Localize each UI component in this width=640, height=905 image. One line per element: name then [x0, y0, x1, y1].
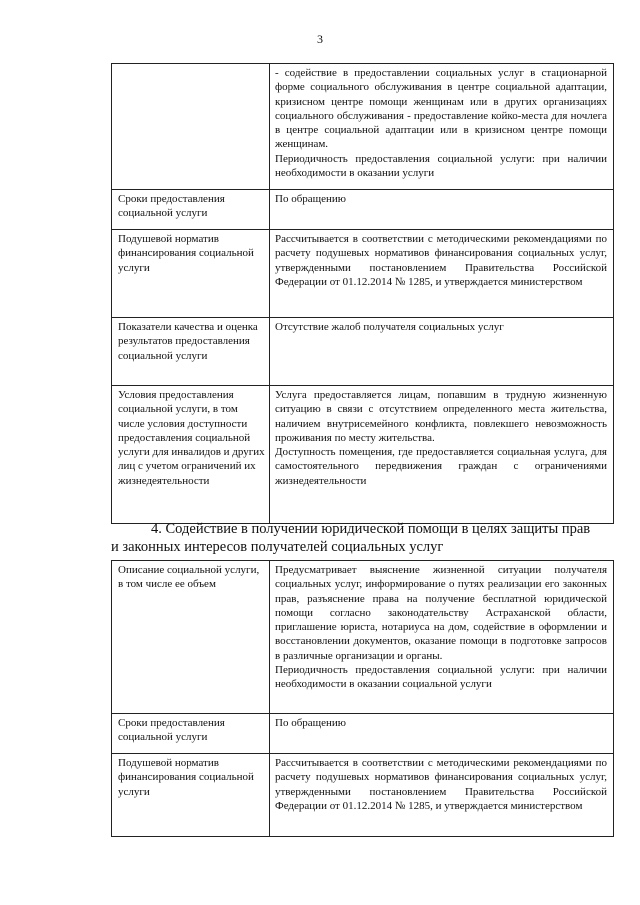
row-label: Условия предоставления социальной услуги, в том числе условия доступности предоставления социальной услуги для инвалидов и других лиц с учетом ограничений их жизнедеятельности	[112, 386, 270, 524]
row-label	[112, 64, 270, 190]
row-content	[270, 318, 614, 386]
row-content	[270, 230, 614, 318]
table-row	[112, 190, 614, 230]
table-row	[112, 754, 614, 837]
row-content	[270, 754, 614, 837]
section-heading-line: 4. Содействие в получении юридической помощи в целях защиты прав	[151, 521, 591, 537]
row-content	[270, 64, 614, 190]
paragraph: Отсутствие жалоб получателя социальных услуг	[275, 321, 504, 333]
row-label: Сроки предоставления социальной услуги	[112, 190, 270, 230]
paragraph: По обращению	[275, 717, 347, 729]
row-content	[270, 386, 614, 524]
paragraph: Периодичность предоставления социальной услуги: при наличии необходимости в оказании услуги	[275, 152, 607, 180]
row-content	[270, 561, 614, 714]
paragraph: Рассчитывается в соответствии с методическими рекомендациями по расчету подушевых нормативов финансирования социальных услуг, утвержденными постановлением Правительства Российской Федерации от 01.12.2014 № 1285, и утверждается министерством	[275, 233, 607, 288]
row-label: Подушевой норматив финансирования социальной услуги	[112, 754, 270, 837]
row-content	[270, 714, 614, 754]
row-label: Сроки предоставления социальной услуги	[112, 714, 270, 754]
row-label: Описание социальной услуги, в том числе ее объем	[112, 561, 270, 714]
paragraph: Периодичность предоставления социальной услуги: при наличии необходимости в оказании социальной услуги	[275, 664, 607, 691]
table-row	[112, 318, 614, 386]
services-table-continued	[111, 63, 614, 524]
paragraph: Услуга предоставляется лицам, попавшим в трудную жизненную ситуацию в связи с отсутствием определенного места жительства, наличием внутрисемейного конфликта, повлекшего невозможность проживания по месту жительства.	[275, 389, 607, 444]
row-label: Подушевой норматив финансирования социальной услуги	[112, 230, 270, 318]
row-content	[270, 190, 614, 230]
section4-table	[111, 560, 614, 837]
page-number: 3	[317, 32, 323, 46]
table-row	[112, 714, 614, 754]
table-row	[112, 64, 614, 190]
paragraph: По обращению	[275, 193, 347, 205]
table-row	[112, 230, 614, 318]
section-heading-line: и законных интересов получателей социальных услуг	[111, 539, 444, 555]
paragraph: Рассчитывается в соответствии с методическими рекомендациями по расчету подушевых нормативов финансирования социальных услуг, утвержденными постановлением Правительства Российской Федерации от 01.12.2014 № 1285, и утверждается министерством	[275, 757, 607, 812]
row-label: Показатели качества и оценка результатов предоставления социальной услуги	[112, 318, 270, 386]
paragraph: - содействие в предоставлении социальных услуг в стационарной форме социального обслуживания в центре социальной адаптации, кризисном центре помощи женщинам или в других организациях социального обслуживания - предоставление койко-места для ночлега в центре социальной адаптации или в кризисном центре помощи женщинам.	[275, 67, 607, 151]
paragraph: Доступность помещения, где предоставляется социальная услуга, для самостоятельного передвижения граждан с ограничениями жизнедеятельности	[275, 446, 607, 487]
paragraph: Предусматривает выяснение жизненной ситуации получателя социальных услуг, информирование о путях реализации его законных прав, разъяснение права на получение бесплатной юридической помощи согласно законодательству Астраханской области, приглашение юриста, нотариуса на дом, содействие в оформлении и восстановлении документов, оказание помощи в подготовке запросов в различные организации и органы.	[275, 564, 607, 662]
table-row	[112, 561, 614, 714]
table-row	[112, 386, 614, 524]
section-heading	[111, 520, 614, 556]
